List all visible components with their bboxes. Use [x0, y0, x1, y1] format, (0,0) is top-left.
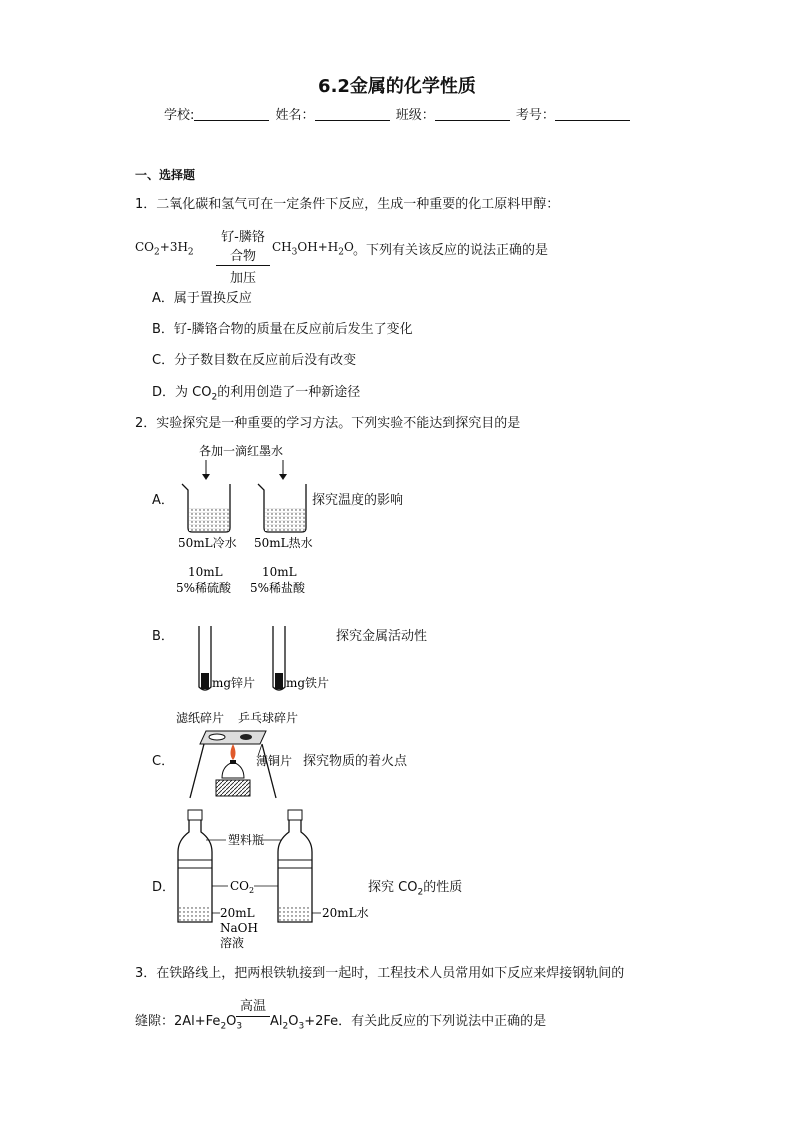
name-label: 姓名： — [275, 108, 315, 123]
arrow-head-right — [279, 474, 287, 480]
q2-option-d-desc — [368, 876, 462, 898]
iron-strip — [275, 673, 283, 689]
bottle-cap-left — [188, 810, 202, 820]
condition-bar — [236, 1016, 270, 1017]
desc-pre: 探究 CO — [368, 880, 418, 895]
question-2-stem: 2．实验探究是一种重要的学习方法。下列实验不能达到探究目的是 — [135, 416, 521, 431]
q2-option-a-letter[interactable]: A． — [152, 493, 174, 508]
desc-sub: 2 — [417, 887, 424, 898]
q2-option-a-desc: 探究温度的影响 — [312, 493, 404, 508]
q2-c-copper-label: 薄铜片 — [256, 754, 293, 768]
condition-bottom: 加压 — [229, 271, 256, 286]
question-1-option-c[interactable]: C．分子数目数在反应前后没有改变 — [152, 353, 357, 368]
eq3-sub: 3 — [298, 1021, 305, 1032]
question-1-tail: 。下列有关该反应的说法正确的是 — [353, 243, 549, 258]
class-blank[interactable] — [435, 106, 510, 121]
question-3-stem: 3．在铁路线上，把两根铁轨接到一起时，工程技术人员常用如下反应来焊接钢轨间的 — [135, 966, 625, 981]
filter-paper-piece — [209, 734, 225, 740]
condition-high-temp: 高温 — [239, 999, 266, 1014]
q2-b-left-vol: 10mL — [188, 565, 223, 579]
q2-option-c-desc: 探究物质的着火点 — [303, 754, 408, 769]
q2-option-a-figure — [170, 440, 330, 555]
water-right — [265, 508, 305, 531]
gas-sub: 2 — [249, 886, 255, 895]
naoh-solution — [179, 906, 211, 921]
q2-d-gas-label — [230, 879, 254, 895]
eq-sub: 2 — [338, 247, 344, 258]
question-1-condition — [216, 226, 270, 286]
name-blank[interactable] — [315, 106, 390, 121]
student-info-fields — [164, 104, 632, 123]
eq3-pre: 缝隙：2Al+Fe — [135, 1014, 221, 1029]
eq3-o: O — [226, 1014, 237, 1029]
exam-number-label: 考号： — [515, 108, 555, 123]
q2-b-right-vol: 10mL — [262, 565, 297, 579]
eq-o: O — [343, 240, 354, 254]
q2-b-zinc-label: mg锌片 — [212, 676, 256, 690]
q2-b-right-acid: 5%稀盐酸 — [250, 581, 306, 595]
condition-bar — [216, 265, 270, 266]
eq3-al: Al — [270, 1014, 283, 1029]
eq-sub: 2 — [187, 247, 194, 258]
q2-a-left-label: 50mL冷水 — [178, 536, 237, 550]
alcohol-lamp — [222, 762, 244, 778]
q2-option-b-letter[interactable]: B． — [152, 629, 174, 644]
tripod-left-leg — [190, 744, 204, 798]
question-1-option-b[interactable]: B．钌-膦铬合物的质量在反应前后发生了变化 — [152, 322, 413, 337]
lamp-wick — [230, 760, 236, 764]
q2-d-water-label: 20mL水 — [322, 906, 369, 920]
q2-a-top-label: 各加一滴红墨水 — [199, 444, 284, 458]
eq-sub: 3 — [291, 247, 298, 258]
eq3-tail: +2Fe．有关此反应的下列说法中正确的是 — [304, 1014, 547, 1029]
class-label: 班级： — [395, 108, 435, 123]
water-in-bottle — [279, 906, 311, 921]
condition-top: 钌-膦铬合物 — [221, 230, 265, 264]
q2-option-c-figure — [170, 706, 310, 806]
page-title: 6.2金属的化学性质 — [318, 76, 476, 97]
question-1-option-a[interactable]: A．属于置换反应 — [152, 291, 252, 306]
question-3-equation-left — [135, 1010, 242, 1032]
option-d-pre: D．为 CO — [152, 385, 212, 400]
q2-c-paper-label: 滤纸碎片 — [176, 711, 225, 725]
eq3-sub: 2 — [220, 1021, 227, 1032]
water-left — [189, 508, 229, 531]
q2-option-d-figure — [170, 806, 370, 956]
q2-c-pingpong-label: 乒乓球碎片 — [238, 711, 299, 725]
q2-option-b-desc: 探究金属活动性 — [336, 629, 428, 644]
zinc-strip — [201, 673, 209, 689]
eq-ch: CH — [272, 240, 292, 254]
q2-d-naoh: NaOH — [220, 921, 258, 935]
question-1-stem: 1．二氧化碳和氢气可在一定条件下反应，生成一种重要的化工原料甲醇： — [135, 197, 560, 212]
q2-d-naoh-vol: 20mL — [220, 906, 255, 920]
eq3-sub: 3 — [236, 1021, 243, 1032]
q2-a-right-label: 50mL热水 — [254, 536, 313, 550]
desc-post: 的性质 — [423, 880, 463, 895]
eq-oh: OH+H — [297, 240, 339, 254]
bottle-cap-right — [288, 810, 302, 820]
question-1-option-d[interactable] — [152, 381, 360, 403]
eq-co: CO — [135, 240, 155, 254]
q2-b-iron-label: mg铁片 — [286, 676, 330, 690]
pingpong-piece — [240, 734, 252, 740]
q2-option-c-letter[interactable]: C． — [152, 754, 175, 769]
question-3-condition — [236, 995, 270, 1017]
arrow-head-left — [202, 474, 210, 480]
school-label: 学校: — [164, 108, 195, 123]
question-1-equation-right — [272, 240, 354, 257]
exam-number-blank[interactable] — [555, 106, 630, 121]
question-1-equation-left — [135, 240, 194, 257]
eq-sub: 2 — [154, 247, 160, 258]
school-blank[interactable] — [194, 106, 269, 121]
q2-option-d-letter[interactable]: D． — [152, 880, 176, 895]
q2-b-left-acid: 5%稀硫酸 — [176, 581, 232, 595]
option-d-post: 的利用创造了一种新途径 — [217, 385, 361, 400]
eq3-o2: O — [288, 1014, 299, 1029]
lamp-stand-block — [216, 780, 250, 796]
tripod-right-leg — [262, 744, 276, 798]
q2-option-b-figure — [170, 563, 350, 698]
eq-h: +3H — [159, 240, 188, 254]
option-d-sub: 2 — [211, 392, 218, 403]
section-heading: 一、选择题 — [135, 168, 196, 182]
flame-icon — [231, 744, 236, 760]
question-3-equation-right — [270, 1010, 546, 1032]
gas-text: CO — [230, 879, 250, 893]
eq3-sub: 2 — [282, 1021, 289, 1032]
q2-d-bottle-label: 塑料瓶 — [228, 833, 265, 847]
q2-d-solution: 溶液 — [220, 936, 245, 950]
